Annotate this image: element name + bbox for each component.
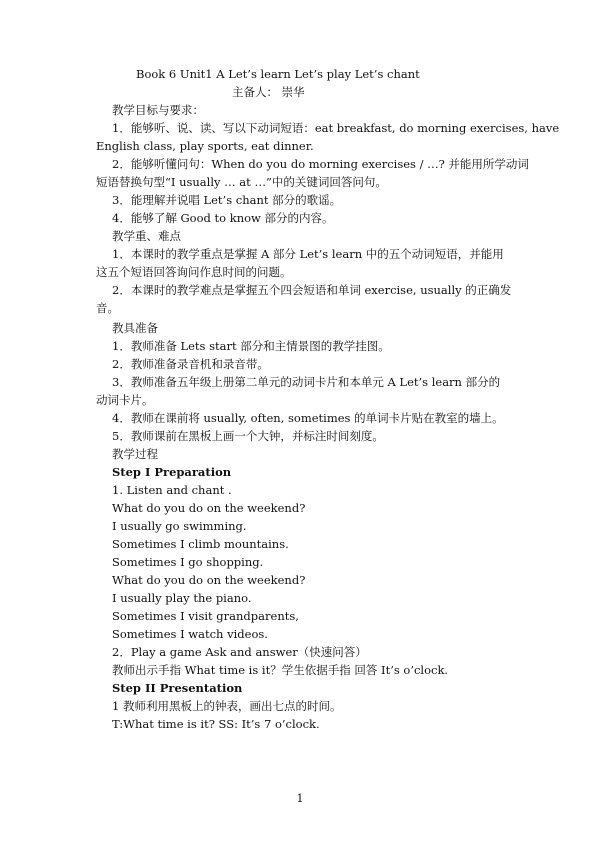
material-line: 2．教师准备录音机和录音带。: [112, 357, 269, 371]
material-line: 1．教师准备 Lets start 部分和主情景图的教学挂图。: [112, 339, 390, 353]
preparer-line: 主备人： 崇华: [232, 85, 305, 99]
objective-line: 1．能够听、说、读、写以下动词短语：eat breakfast, do morning exercises, have: [112, 121, 560, 135]
objective-line: 短语替换句型“I usually … at …”中的关键词回答问句。: [96, 175, 387, 189]
objective-line: 2．能够听懂问句：When do you do morning exercises / …? 并能用所学动词: [112, 157, 529, 171]
keypoint-line: 这五个短语回答询问作息时间的问题。: [96, 265, 292, 279]
page-number: 1: [296, 792, 304, 805]
material-line: 4．教师在课前将 usually, often, sometimes 的单词卡片贴在教室的墙上。: [112, 411, 504, 425]
keypoint-line: 音。: [96, 301, 119, 315]
step-one-line: 2．Play a game Ask and answer（快速问答）: [112, 645, 367, 659]
material-line: 5．教师课前在黑板上画一个大钟，并标注时间刻度。: [112, 429, 384, 443]
chant-line: What do you do on the weekend?: [112, 573, 306, 587]
material-line: 3．教师准备五年级上册第二单元的动词卡片和本单元 A Let’s learn 部分的: [112, 375, 501, 389]
step-one-line: 1. Listen and chant .: [112, 483, 232, 497]
chant-line: What do you do on the weekend?: [112, 501, 306, 515]
step-one-heading: Step I Preparation: [112, 465, 232, 479]
objective-line: English class, play sports, eat dinner.: [96, 139, 314, 153]
material-line: 动词卡片。: [96, 393, 154, 407]
process-heading: 教学过程: [112, 447, 158, 461]
objectives-heading: 教学目标与要求：: [112, 103, 204, 117]
keypoint-line: 2．本课时的教学难点是掌握五个四会短语和单词 exercise, usually 的正确发: [112, 283, 512, 297]
step-two-line: 1 教师利用黑板上的钟表，画出七点的时间。: [112, 699, 342, 713]
keypoints-heading: 教学重、难点: [112, 229, 181, 243]
keypoint-line: 1．本课时的教学重点是掌握 A 部分 Let’s learn 中的五个动词短语，并能用: [112, 247, 504, 261]
objective-line: 3．能理解并说唱 Let’s chant 部分的歌谣。: [112, 193, 342, 207]
lesson-title: Book 6 Unit1 A Let’s learn Let’s play Let’s chant: [136, 67, 420, 81]
chant-line: I usually go swimming.: [112, 519, 247, 533]
chant-line: Sometimes I climb mountains.: [112, 537, 289, 551]
chant-line: Sometimes I watch videos.: [112, 627, 268, 641]
step-two-line: T:What time is it? SS: It’s 7 o’clock.: [112, 717, 320, 731]
chant-line: Sometimes I go shopping.: [112, 555, 264, 569]
step-two-heading: Step II Presentation: [112, 681, 243, 695]
chant-line: Sometimes I visit grandparents,: [112, 609, 299, 623]
chant-line: I usually play the piano.: [112, 591, 252, 605]
objective-line: 4．能够了解 Good to know 部分的内容。: [112, 211, 334, 225]
materials-heading: 教具准备: [112, 321, 158, 335]
step-one-line: 教师出示手指 What time is it？学生依据手指 回答 It’s o’clock.: [112, 663, 449, 677]
